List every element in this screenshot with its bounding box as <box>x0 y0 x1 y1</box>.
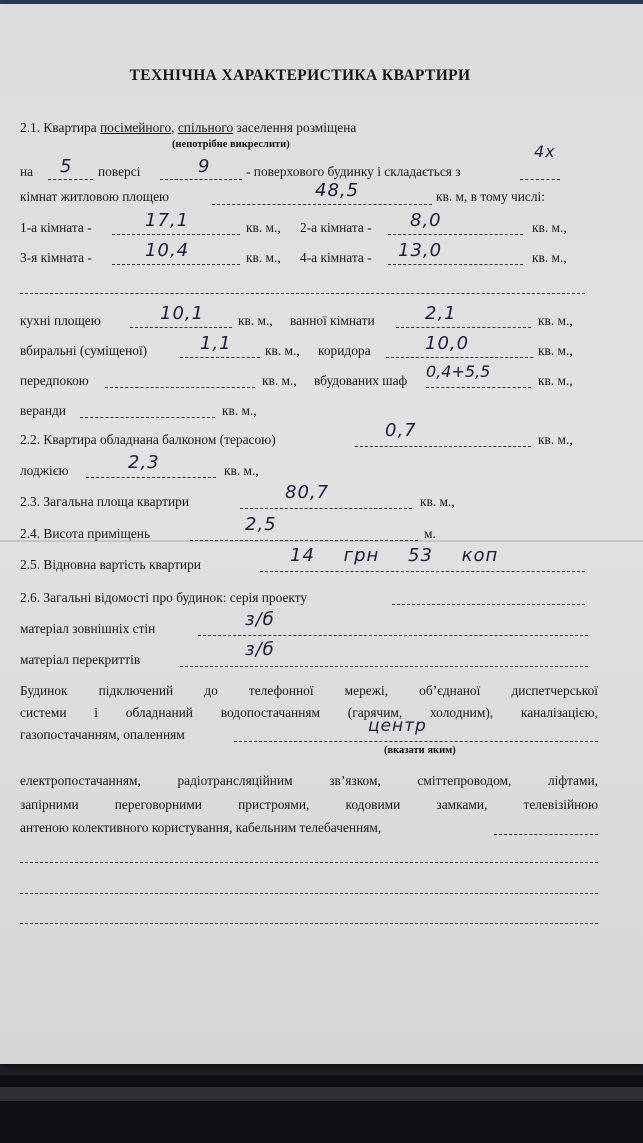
hall-label: передпокою <box>20 373 89 388</box>
utilities-line-2: системи і обладнаний водопостачанням (гарячим, холодним), каналізацією, <box>20 705 598 720</box>
balcony-blank <box>355 446 531 447</box>
wc-unit: кв. м., <box>265 343 300 358</box>
room1-value: 17,1 <box>145 210 190 231</box>
background-bottom <box>0 1075 643 1143</box>
room2-blank <box>388 234 523 235</box>
total-area-value: 80,7 <box>285 482 330 503</box>
corridor-value: 10,0 <box>425 333 470 354</box>
hall-unit: кв. м., <box>262 373 297 388</box>
balcony-unit: кв. м., <box>538 432 573 447</box>
living-area-unit: кв. м, в тому числі: <box>436 189 545 204</box>
rooms-value: 4х <box>534 142 556 161</box>
empty-line <box>20 293 585 294</box>
bath-label: ванної кімнати <box>290 313 375 328</box>
living-area-blank <box>212 204 432 205</box>
room1-unit: кв. м., <box>246 220 281 235</box>
cost-value: 14 грн 53 коп <box>290 545 499 566</box>
walls-value: з/б <box>245 609 275 630</box>
total-area-unit: кв. м., <box>420 494 455 509</box>
loggia-label: лоджією <box>20 463 69 478</box>
hall-blank <box>105 387 255 388</box>
corridor-label: коридора <box>318 343 371 358</box>
height-label: 2.4. Висота приміщень <box>20 526 151 541</box>
storeys-value: 9 <box>198 156 211 177</box>
balcony-value: 0,7 <box>385 420 417 441</box>
services-blank <box>494 834 598 835</box>
empty-line-3 <box>20 893 598 894</box>
floors-material-label: матеріал перекриттів <box>20 652 141 667</box>
empty-line-2 <box>20 862 598 863</box>
room1-label: 1-а кімната - <box>20 220 92 235</box>
utilities-line-1: Будинок підключений до телефонної мережі, об’єднаної диспетчерської <box>20 683 598 698</box>
total-area-label: 2.3. Загальна площа квартири <box>20 494 190 509</box>
floor-label: на <box>20 164 34 179</box>
room2-value: 8,0 <box>410 210 442 231</box>
kitchen-label: кухні площею <box>20 313 101 328</box>
utilities-line-3: газопостачанням, опаленням <box>20 727 185 742</box>
storeys-blank <box>160 179 242 180</box>
storeys-suffix: - поверхового будинку і складається з <box>246 164 461 179</box>
floors-material-value: з/б <box>245 639 275 660</box>
room3-unit: кв. м., <box>246 250 281 265</box>
services-line-2: запірними переговорними пристроями, кодовими замками, телевізійною <box>20 797 598 812</box>
wardrobe-unit: кв. м., <box>538 373 573 388</box>
cost-blank <box>260 571 585 572</box>
bath-value: 2,1 <box>425 303 457 324</box>
services-line-1: електропостачанням, радіотрансляційним зв’язком, сміттепроводом, ліфтами, <box>20 773 598 788</box>
living-area-value: 48,5 <box>315 180 360 201</box>
wc-label: вбиральні (суміщеної) <box>20 343 148 358</box>
project-series-blank <box>392 604 585 605</box>
room4-unit: кв. м., <box>532 250 567 265</box>
kitchen-value: 10,1 <box>160 303 205 324</box>
walls-blank <box>198 635 588 636</box>
building-info-label: 2.6. Загальні відомості про будинок: серія проекту <box>20 590 308 605</box>
veranda-label: веранди <box>20 403 66 418</box>
corridor-unit: кв. м., <box>538 343 573 358</box>
walls-label: матеріал зовнішніх стін <box>20 621 156 636</box>
corridor-blank <box>386 357 533 358</box>
room4-label: 4-а кімната - <box>300 250 372 265</box>
loggia-blank <box>86 477 216 478</box>
floor-suffix: поверсі <box>98 164 141 179</box>
floors-material-blank <box>180 666 588 667</box>
room1-blank <box>112 234 240 235</box>
room3-value: 10,4 <box>145 240 190 261</box>
bath-blank <box>396 327 531 328</box>
balcony-label: 2.2. Квартира обладнана балконом (терасою) <box>20 432 276 447</box>
services-line-3: антеною колективного користування, кабельним телебаченням, <box>20 820 382 835</box>
room2-unit: кв. м., <box>532 220 567 235</box>
wardrobe-label: вбудованих шаф <box>314 373 408 388</box>
room4-blank <box>388 264 523 265</box>
kitchen-blank <box>130 327 232 328</box>
empty-line-4 <box>20 923 598 924</box>
bath-unit: кв. м., <box>538 313 573 328</box>
room4-value: 13,0 <box>398 240 443 261</box>
room3-label: 3-я кімната - <box>20 250 92 265</box>
loggia-value: 2,3 <box>128 452 160 473</box>
wc-blank <box>180 357 260 358</box>
room2-label: 2-а кімната - <box>300 220 372 235</box>
strike-note: (непотрібне викреслити) <box>172 139 290 150</box>
form-title: ТЕХНІЧНА ХАРАКТЕРИСТИКА КВАРТИРИ <box>129 67 471 84</box>
room3-blank <box>112 264 240 265</box>
veranda-blank <box>80 417 215 418</box>
heating-blank <box>234 741 598 742</box>
cost-label: 2.5. Відновна вартість квартири <box>20 557 201 572</box>
kitchen-unit: кв. м., <box>238 313 273 328</box>
wardrobe-value: 0,4+5,5 <box>426 362 491 381</box>
wardrobe-blank <box>426 387 531 388</box>
height-unit: м. <box>424 526 436 541</box>
loggia-unit: кв. м., <box>224 463 259 478</box>
veranda-unit: кв. м., <box>222 403 257 418</box>
section-2-1-heading: 2.1. Квартира посімейного, спільного заселення розміщена <box>20 120 357 135</box>
wc-value: 1,1 <box>200 333 232 354</box>
height-value: 2,5 <box>245 514 277 535</box>
heating-value: центр <box>368 716 427 736</box>
floor-value: 5 <box>60 156 73 177</box>
floor-blank <box>48 179 93 180</box>
heating-note: (вказати яким) <box>384 745 456 756</box>
total-area-blank <box>240 508 412 509</box>
height-blank <box>190 540 418 541</box>
living-area-label: кімнат житловою площею <box>20 189 170 204</box>
rooms-blank <box>520 179 560 180</box>
